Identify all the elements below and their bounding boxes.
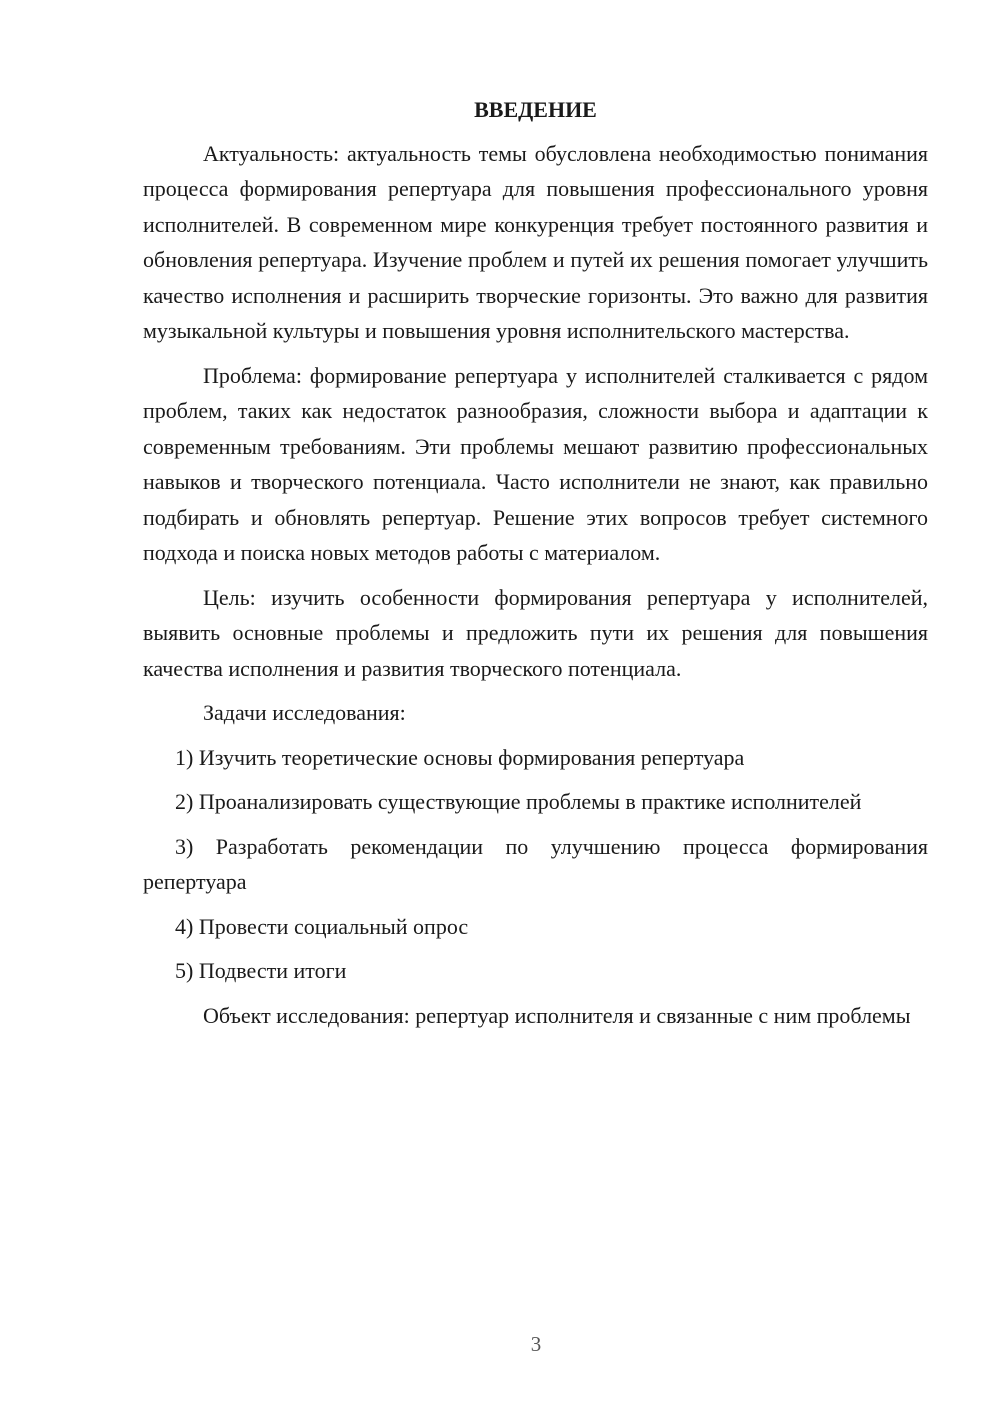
task-item: 3) Разработать рекомендации по улучшению процесса формирования репертуара <box>143 833 928 894</box>
section-title: ВВЕДЕНИЕ <box>474 97 597 122</box>
task-item: 4) Провести социальный опрос <box>175 913 469 939</box>
task-item: 5) Подвести итоги <box>175 958 347 983</box>
task-item: 1) Изучить теоретические основы формирования репертуара <box>175 744 745 770</box>
page-number: 3 <box>530 1332 542 1356</box>
object-paragraph: Объект исследования: репертуар исполнителя и связанные с ним проблемы <box>203 1002 911 1028</box>
relevance-paragraph: Актуальность: актуальность темы обусловлена необходимостью понимания процесса формирования репертуара для повышения профессионального уровня исполнителей. В современном мире конкуренция требует постоянного развития и обновления репертуара. Изучение проблем и путей их решения помогает улучшить качество исполнения и расширить творческие горизонты. Это важно для развития музыкальной культуры и повышения уровня исполнительского мастерства. <box>143 140 928 343</box>
task-item: 2) Проанализировать существующие проблемы в практике исполнителей <box>175 789 862 814</box>
tasks-heading: Задачи исследования: <box>203 700 406 725</box>
goal-paragraph: Цель: изучить особенности формирования репертуара у исполнителей, выявить основные проблемы и предложить пути их решения для повышения качества исполнения и развития творческого потенциала. <box>143 584 928 681</box>
problem-paragraph: Проблема: формирование репертуара у исполнителей сталкивается с рядом проблем, таких как недостаток разнообразия, сложности выбора и адаптации к современным требованиям. Эти проблемы мешают развитию профессиональных навыков и творческого потенциала. Часто исполнители не знают, как правильно подбирать и обновлять репертуар. Решение этих вопросов требует системного подхода и поиска новых методов работы с материалом. <box>143 362 928 565</box>
document-page <box>143 92 928 1042</box>
